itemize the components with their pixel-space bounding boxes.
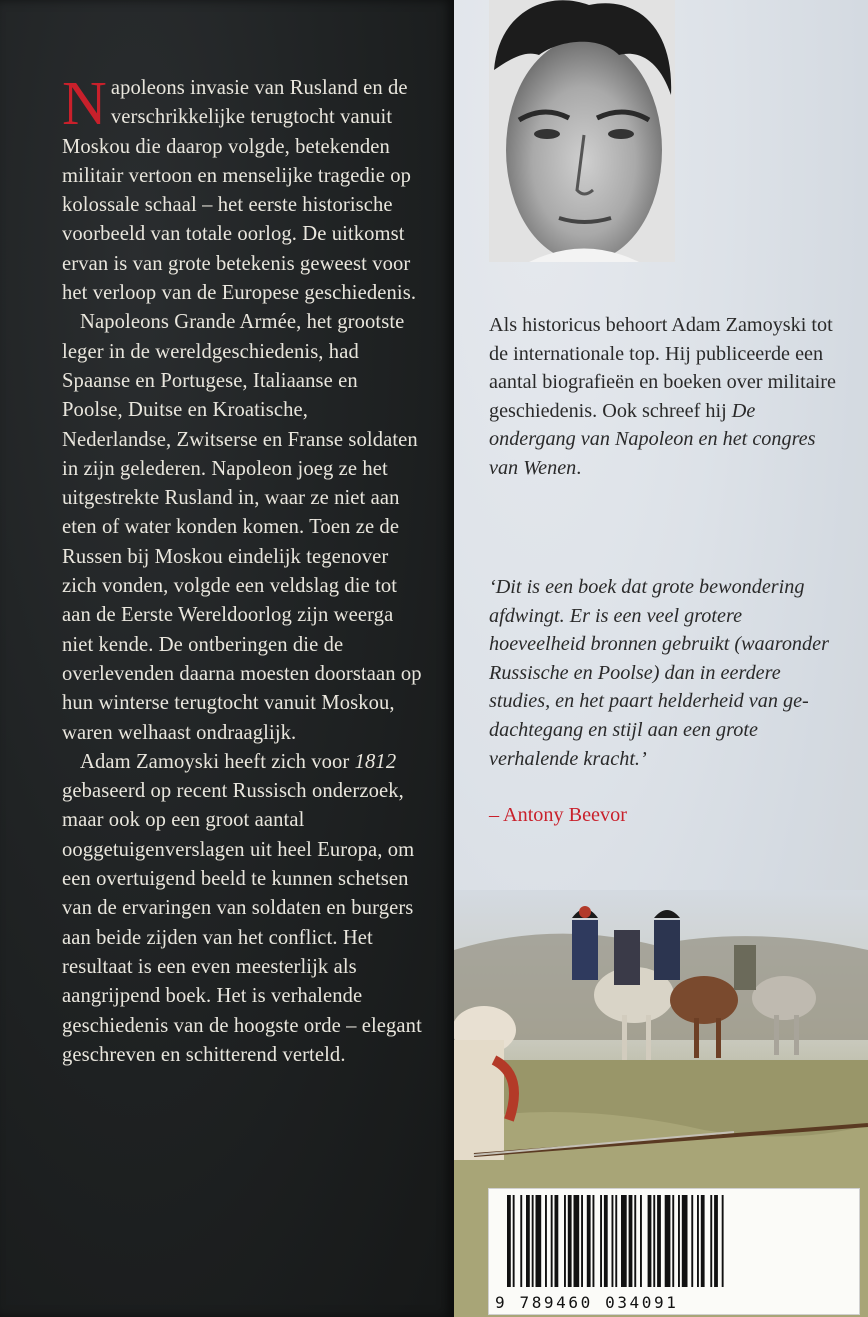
blurb-paragraph-2: Napoleons Grande Armée, het grootste leger in de wereldgeschiedenis, had Spaanse en Portugese, Italiaanse en Poolse, Duitse en Kroatische, Nederlandse, Zwitserse en Franse soldaten in zijn gelederen. Napoleon joeg ze het uitgestrekte Rusland in, waar ze niet aan eten of water konden komen. Toen ze de Russen bij Moskou eindelijk tegenover zich vonden, volgde een veldslag die tot aan de Eerste Wereldoorlog zijn weerga niet kende. De ontberingen die de overlevenden daarna moesten doorstaan op hun winterse terugtocht vanuit Moskou, waren welhaast ondraaglijk.	[62, 311, 422, 744]
review-quote	[489, 573, 839, 773]
book-title-1812: 1812	[354, 750, 397, 773]
isbn-digits: 9 789460 034091	[495, 1293, 679, 1312]
quote-attribution: – Antony Beevor	[489, 804, 627, 826]
author-bio-end: .	[576, 456, 582, 479]
drop-cap: N	[62, 70, 107, 138]
blurb-paragraph-3	[62, 748, 422, 1070]
blurb-paragraph-3-start: Adam Zamoyski heeft zich voor	[80, 750, 355, 773]
author-bio-text	[489, 311, 839, 483]
author-bio-start: Als historicus behoort Adam Zamoyski tot de internationale top. Hij publiceerde een aantal biografieën en boeken over militaire geschiedenis. Ook schreef hij	[489, 314, 836, 422]
author-portrait	[489, 0, 675, 262]
review-quote-text: ‘Dit is een boek dat grote bewondering afdwingt. Er is een veel grotere hoeveelheid bronnen gebruikt (waaronder Russische en Poolse) dan in eerdere studies, en het paart helderheid van gedachtegang en stijl aan een grote verhalende kracht.’	[489, 576, 829, 770]
author-bio	[489, 311, 839, 483]
other-book-title: De ondergang van Napoleon en het congres van Wenen	[489, 399, 816, 479]
barcode-bars	[489, 1189, 859, 1289]
blurb-paragraph-1-text: apoleons invasie van Rusland en de verschrikkelijke terugtocht vanuit Moskou die daarop volgde, betekenden militair vertoon en menselijke tragedie op kolossale schaal – het eerste historische voorbeeld van totale oorlog. De uitkomst ervan is van grote betekenis geweest voor het verloop van de Europese geschiedenis.	[62, 77, 417, 305]
blurb-paragraph-1	[62, 70, 422, 308]
blurb-column	[62, 70, 422, 1070]
blurb-paragraph-3-rest: gebaseerd op recent Russisch onderzoek, maar ook op een groot aantal ooggetuigenverslagen uit heel Europa, om een overtuigend beeld te kunnen schetsen van de ervaringen van soldaten en burgers aan beide zijden van het conflict. Het resultaat is een even meesterlijk als aangrijpend boek. Het is verhalende geschiedenis van de hoogste orde – elegant geschreven en schitterend verteld.	[62, 780, 422, 1066]
isbn-barcode	[488, 1188, 860, 1315]
